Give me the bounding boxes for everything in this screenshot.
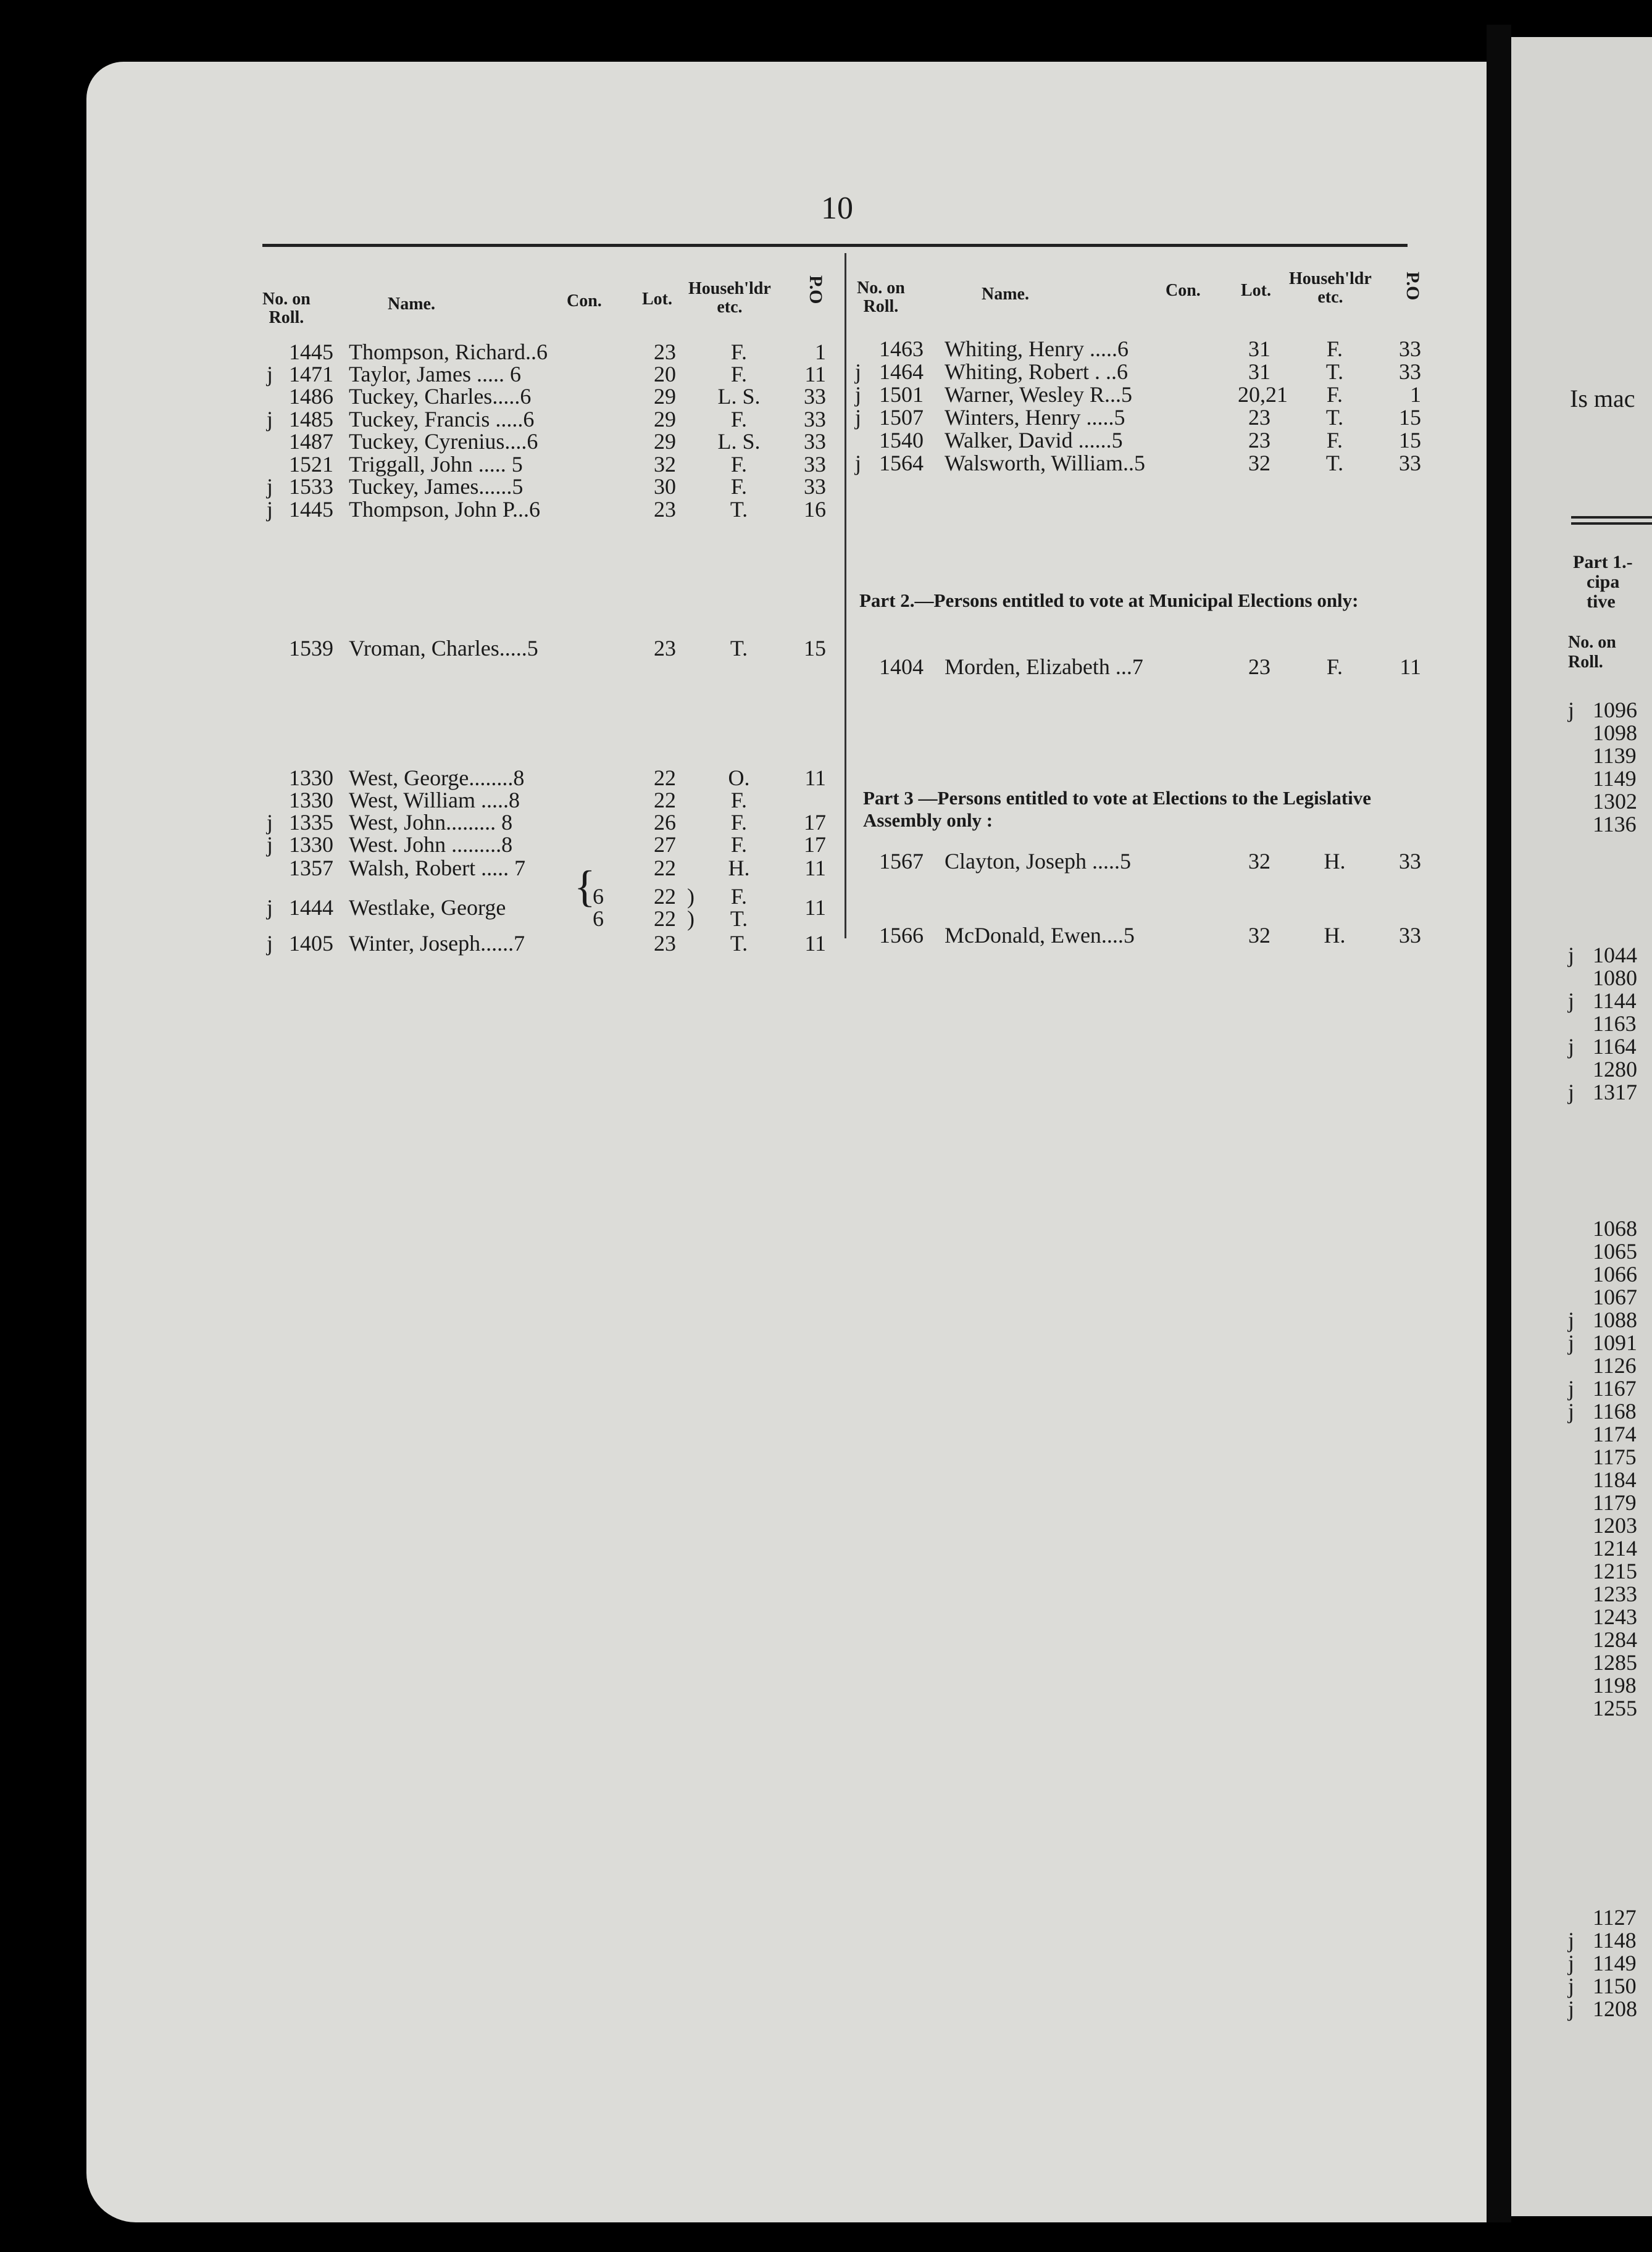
lot-number: 32 <box>1248 451 1270 475</box>
lot-number: 23 <box>654 931 676 956</box>
household-status: T. <box>730 906 748 931</box>
post-office: 17 <box>804 832 826 857</box>
voter-name: Warner, Wesley R...5 <box>945 382 1133 407</box>
roll-number: 1533 <box>289 474 333 499</box>
roll-number: 1445 <box>289 340 333 364</box>
part3-title: Part 3 —Persons entitled to vote at Elections to the Legislative Assembly only : <box>863 787 1372 831</box>
lot-number: 29 <box>654 429 676 454</box>
household-status: T. <box>730 497 748 522</box>
roll-number: 1091 <box>1593 1330 1637 1355</box>
roll-number: 1096 <box>1593 698 1637 722</box>
lot-number: 30 <box>654 474 676 499</box>
concession-number: 6 <box>593 884 604 909</box>
roll-number: 1566 <box>879 923 924 948</box>
roll-number: 1567 <box>879 849 924 874</box>
juror-mark: j <box>267 474 273 499</box>
lot-number: 22 <box>654 788 676 812</box>
roll-number: 1243 <box>1593 1604 1637 1629</box>
voter-name: Thompson, Richard..6 <box>349 340 548 364</box>
post-office: 16 <box>804 497 826 522</box>
juror-mark: j <box>855 382 862 407</box>
post-office: 11 <box>804 895 826 920</box>
household-status: T. <box>730 636 748 661</box>
juror-mark: j <box>1568 988 1575 1013</box>
lot-number: 23 <box>1248 654 1270 679</box>
roll-number: 1330 <box>289 788 333 812</box>
post-office: 33 <box>804 384 826 409</box>
roll-number: 1139 <box>1593 743 1637 768</box>
header-name: Name. <box>388 294 435 314</box>
page-number: 10 <box>821 191 853 226</box>
roll-number: 1174 <box>1593 1422 1637 1446</box>
household-status: O. <box>728 765 750 790</box>
column-divider <box>845 253 846 938</box>
roll-number: 1163 <box>1593 1011 1637 1036</box>
roll-number: 1330 <box>289 765 333 790</box>
household-status: L. S. <box>717 429 761 454</box>
juror-mark: j <box>1568 1080 1575 1104</box>
right-page-rule-2 <box>1571 522 1652 525</box>
roll-number: 1148 <box>1593 1928 1637 1953</box>
header-po-right: P.O <box>1403 272 1423 301</box>
roll-number: 1098 <box>1593 720 1637 745</box>
household-status: H. <box>1324 923 1346 948</box>
roll-number: 1280 <box>1593 1057 1637 1082</box>
post-office: 33 <box>1399 849 1421 874</box>
roll-number: 1445 <box>289 497 333 522</box>
roll-number: 1335 <box>289 810 333 835</box>
voter-name: West, William .....8 <box>349 788 520 812</box>
lot-number: 22 <box>654 884 676 909</box>
voter-name: Tuckey, Cyrenius....6 <box>349 429 538 454</box>
roll-number: 1065 <box>1593 1239 1637 1264</box>
juror-mark: j <box>1568 1376 1575 1401</box>
lot-number: 29 <box>654 384 676 409</box>
voter-name: Triggall, John ..... 5 <box>349 452 523 477</box>
roll-number: 1404 <box>879 654 924 679</box>
household-status: H. <box>1324 849 1346 874</box>
roll-number: 1066 <box>1593 1262 1637 1287</box>
roll-number: 1126 <box>1593 1353 1637 1378</box>
roll-number: 1284 <box>1593 1627 1637 1652</box>
juror-mark: j <box>267 362 273 386</box>
header-con: Con. <box>567 291 602 311</box>
voter-name: Walsworth, William..5 <box>945 451 1145 475</box>
header-househldr: Househ'ldr etc. <box>688 279 771 317</box>
roll-number: 1302 <box>1593 789 1637 814</box>
post-office: 11 <box>1400 654 1421 679</box>
juror-mark: j <box>1568 1974 1575 1998</box>
post-office: 1 <box>815 340 826 364</box>
post-office: 33 <box>1399 923 1421 948</box>
juror-mark: j <box>1568 943 1575 967</box>
juror-mark: j <box>1568 698 1575 722</box>
roll-number: 1144 <box>1593 988 1637 1013</box>
header-lot-right: Lot. <box>1241 281 1271 300</box>
right-page-heading: Is mac <box>1570 385 1635 412</box>
household-status: T. <box>1325 359 1344 384</box>
roll-number: 1507 <box>879 405 924 430</box>
roll-number: 1068 <box>1593 1216 1637 1241</box>
juror-mark: j <box>855 451 862 475</box>
lot-number: 29 <box>654 407 676 432</box>
post-office: 33 <box>804 452 826 477</box>
post-office: 11 <box>804 856 826 880</box>
lot-number: 31 <box>1248 336 1270 361</box>
lot-number: 32 <box>1248 923 1270 948</box>
household-status: F. <box>730 452 748 477</box>
household-status: T. <box>730 931 748 956</box>
roll-number: 1501 <box>879 382 924 407</box>
voter-name: Westlake, George <box>349 895 506 920</box>
household-status: F. <box>730 340 748 364</box>
roll-number: 1203 <box>1593 1513 1637 1538</box>
post-office: 33 <box>1399 359 1421 384</box>
roll-number: 1215 <box>1593 1559 1637 1583</box>
post-office: 33 <box>804 474 826 499</box>
household-status: F. <box>730 884 748 909</box>
lot-number: 23 <box>654 497 676 522</box>
roll-number: 1539 <box>289 636 333 661</box>
juror-mark: j <box>855 359 862 384</box>
roll-number: 1330 <box>289 832 333 857</box>
household-status: F. <box>730 362 748 386</box>
roll-number: 1164 <box>1593 1034 1637 1059</box>
roll-number: 1150 <box>1593 1974 1637 1998</box>
household-status: F. <box>730 407 748 432</box>
household-status: F. <box>730 832 748 857</box>
roll-number: 1463 <box>879 336 924 361</box>
household-status: F. <box>1326 336 1343 361</box>
roll-number: 1136 <box>1593 812 1637 836</box>
voter-name: Winters, Henry .....5 <box>945 405 1125 430</box>
juror-mark: j <box>1568 1330 1575 1355</box>
roll-number: 1255 <box>1593 1696 1637 1720</box>
voter-name: Taylor, James ..... 6 <box>349 362 521 386</box>
lot-number: 26 <box>654 810 676 835</box>
household-status: L. S. <box>717 384 761 409</box>
voter-name: Walker, David ......5 <box>945 428 1123 452</box>
juror-mark: j <box>267 895 273 920</box>
household-status: F. <box>1326 382 1343 407</box>
juror-mark: j <box>267 931 273 956</box>
voter-name: West. John .........8 <box>349 832 513 857</box>
roll-number: 1540 <box>879 428 924 452</box>
roll-number: 1184 <box>1593 1467 1637 1492</box>
roll-number: 1179 <box>1593 1490 1637 1515</box>
header-lot: Lot. <box>642 290 672 309</box>
lot-number: 22 <box>654 856 676 880</box>
lot-number: 23 <box>654 636 676 661</box>
post-office: 15 <box>1399 405 1421 430</box>
brace: { <box>574 862 596 911</box>
header-no-on-roll: No. on Roll. <box>262 290 311 327</box>
household-status: T. <box>1325 451 1344 475</box>
adjacent-page <box>1511 37 1652 2216</box>
roll-number: 1080 <box>1593 965 1637 990</box>
roll-number: 1521 <box>289 452 333 477</box>
roll-number: 1317 <box>1593 1080 1637 1104</box>
voter-name: West, John......... 8 <box>349 810 513 835</box>
lot-number: 23 <box>1248 405 1270 430</box>
post-office: 33 <box>804 429 826 454</box>
post-office: 15 <box>1399 428 1421 452</box>
roll-number: 1168 <box>1593 1399 1637 1424</box>
roll-number: 1444 <box>289 895 333 920</box>
lot-number: 20 <box>654 362 676 386</box>
juror-mark: j <box>1568 1928 1575 1953</box>
post-office: 11 <box>804 765 826 790</box>
brace: ) <box>687 884 695 909</box>
roll-number: 1198 <box>1593 1673 1637 1698</box>
voter-name: Thompson, John P...6 <box>349 497 541 522</box>
post-office: 17 <box>804 810 826 835</box>
roll-number: 1564 <box>879 451 924 475</box>
roll-number: 1486 <box>289 384 333 409</box>
post-office: 33 <box>1399 451 1421 475</box>
roll-number: 1285 <box>1593 1650 1637 1675</box>
household-status: F. <box>1326 654 1343 679</box>
roll-number: 1149 <box>1593 1951 1637 1975</box>
roll-number: 1464 <box>879 359 924 384</box>
lot-number: 32 <box>1248 849 1270 874</box>
roll-number: 1233 <box>1593 1582 1637 1606</box>
voter-name: Vroman, Charles.....5 <box>349 636 538 661</box>
roll-number: 1471 <box>289 362 333 386</box>
roll-number: 1208 <box>1593 1996 1637 2021</box>
juror-mark: j <box>267 810 273 835</box>
roll-number: 1088 <box>1593 1307 1637 1332</box>
post-office: 33 <box>804 407 826 432</box>
part2-title: Part 2.—Persons entitled to vote at Municipal Elections only: <box>859 590 1359 611</box>
roll-number: 1149 <box>1593 766 1637 791</box>
roll-number: 1067 <box>1593 1285 1637 1309</box>
lot-number: 22 <box>654 906 676 931</box>
juror-mark: j <box>1568 1996 1575 2021</box>
header-con-right: Con. <box>1166 281 1201 300</box>
lot-number: 27 <box>654 832 676 857</box>
juror-mark: j <box>1568 1399 1575 1424</box>
roll-number: 1044 <box>1593 943 1637 967</box>
post-office: 11 <box>804 362 826 386</box>
voter-name: Whiting, Henry .....6 <box>945 336 1128 361</box>
lot-number: 20,21 <box>1238 382 1288 407</box>
roll-number: 1357 <box>289 856 333 880</box>
header-househldr-right: Househ'ldr etc. <box>1289 269 1372 307</box>
household-status: F. <box>730 810 748 835</box>
voter-name: Whiting, Robert . ..6 <box>945 359 1128 384</box>
page-fold <box>1487 25 1511 2222</box>
roll-number: 1487 <box>289 429 333 454</box>
household-status: F. <box>730 474 748 499</box>
voter-name: Morden, Elizabeth ...7 <box>945 654 1143 679</box>
voter-name: Winter, Joseph......7 <box>349 931 525 956</box>
post-office: 11 <box>804 931 826 956</box>
juror-mark: j <box>267 832 273 857</box>
juror-mark: j <box>1568 1307 1575 1332</box>
header-name-right: Name. <box>982 285 1029 304</box>
voter-name: Walsh, Robert ..... 7 <box>349 856 526 880</box>
roll-number: 1485 <box>289 407 333 432</box>
roll-number: 1127 <box>1593 1905 1637 1930</box>
header-no-on-roll-right: No. on Roll. <box>857 278 905 316</box>
juror-mark: j <box>1568 1034 1575 1059</box>
post-office: 15 <box>804 636 826 661</box>
lot-number: 32 <box>654 452 676 477</box>
voter-name: Tuckey, Francis .....6 <box>349 407 535 432</box>
lot-number: 31 <box>1248 359 1270 384</box>
post-office: 33 <box>1399 336 1421 361</box>
juror-mark: j <box>267 497 273 522</box>
household-status: F. <box>1326 428 1343 452</box>
lot-number: 23 <box>1248 428 1270 452</box>
lot-number: 23 <box>654 340 676 364</box>
voter-name: Tuckey, Charles.....6 <box>349 384 532 409</box>
roll-number: 1214 <box>1593 1536 1637 1561</box>
right-page-rule <box>1571 516 1652 519</box>
header-po: P.O <box>806 275 826 304</box>
roll-number: 1405 <box>289 931 333 956</box>
right-page-part-title: Part 1.- cipa tive <box>1573 552 1633 612</box>
voter-name: West, George........8 <box>349 765 525 790</box>
household-status: T. <box>1325 405 1344 430</box>
household-status: H. <box>728 856 750 880</box>
concession-number: 6 <box>593 906 604 931</box>
juror-mark: j <box>855 405 862 430</box>
roll-number: 1167 <box>1593 1376 1637 1401</box>
brace: ) <box>687 906 695 931</box>
lot-number: 22 <box>654 765 676 790</box>
voter-name: Clayton, Joseph .....5 <box>945 849 1131 874</box>
juror-mark: j <box>1568 1951 1575 1975</box>
household-status: F. <box>730 788 748 812</box>
post-office: 1 <box>1410 382 1421 407</box>
juror-mark: j <box>267 407 273 432</box>
header-rule <box>262 244 1408 247</box>
right-page-roll-header: No. on Roll. <box>1568 633 1616 672</box>
voter-name: McDonald, Ewen....5 <box>945 923 1135 948</box>
voter-name: Tuckey, James......5 <box>349 474 524 499</box>
roll-number: 1175 <box>1593 1445 1637 1469</box>
